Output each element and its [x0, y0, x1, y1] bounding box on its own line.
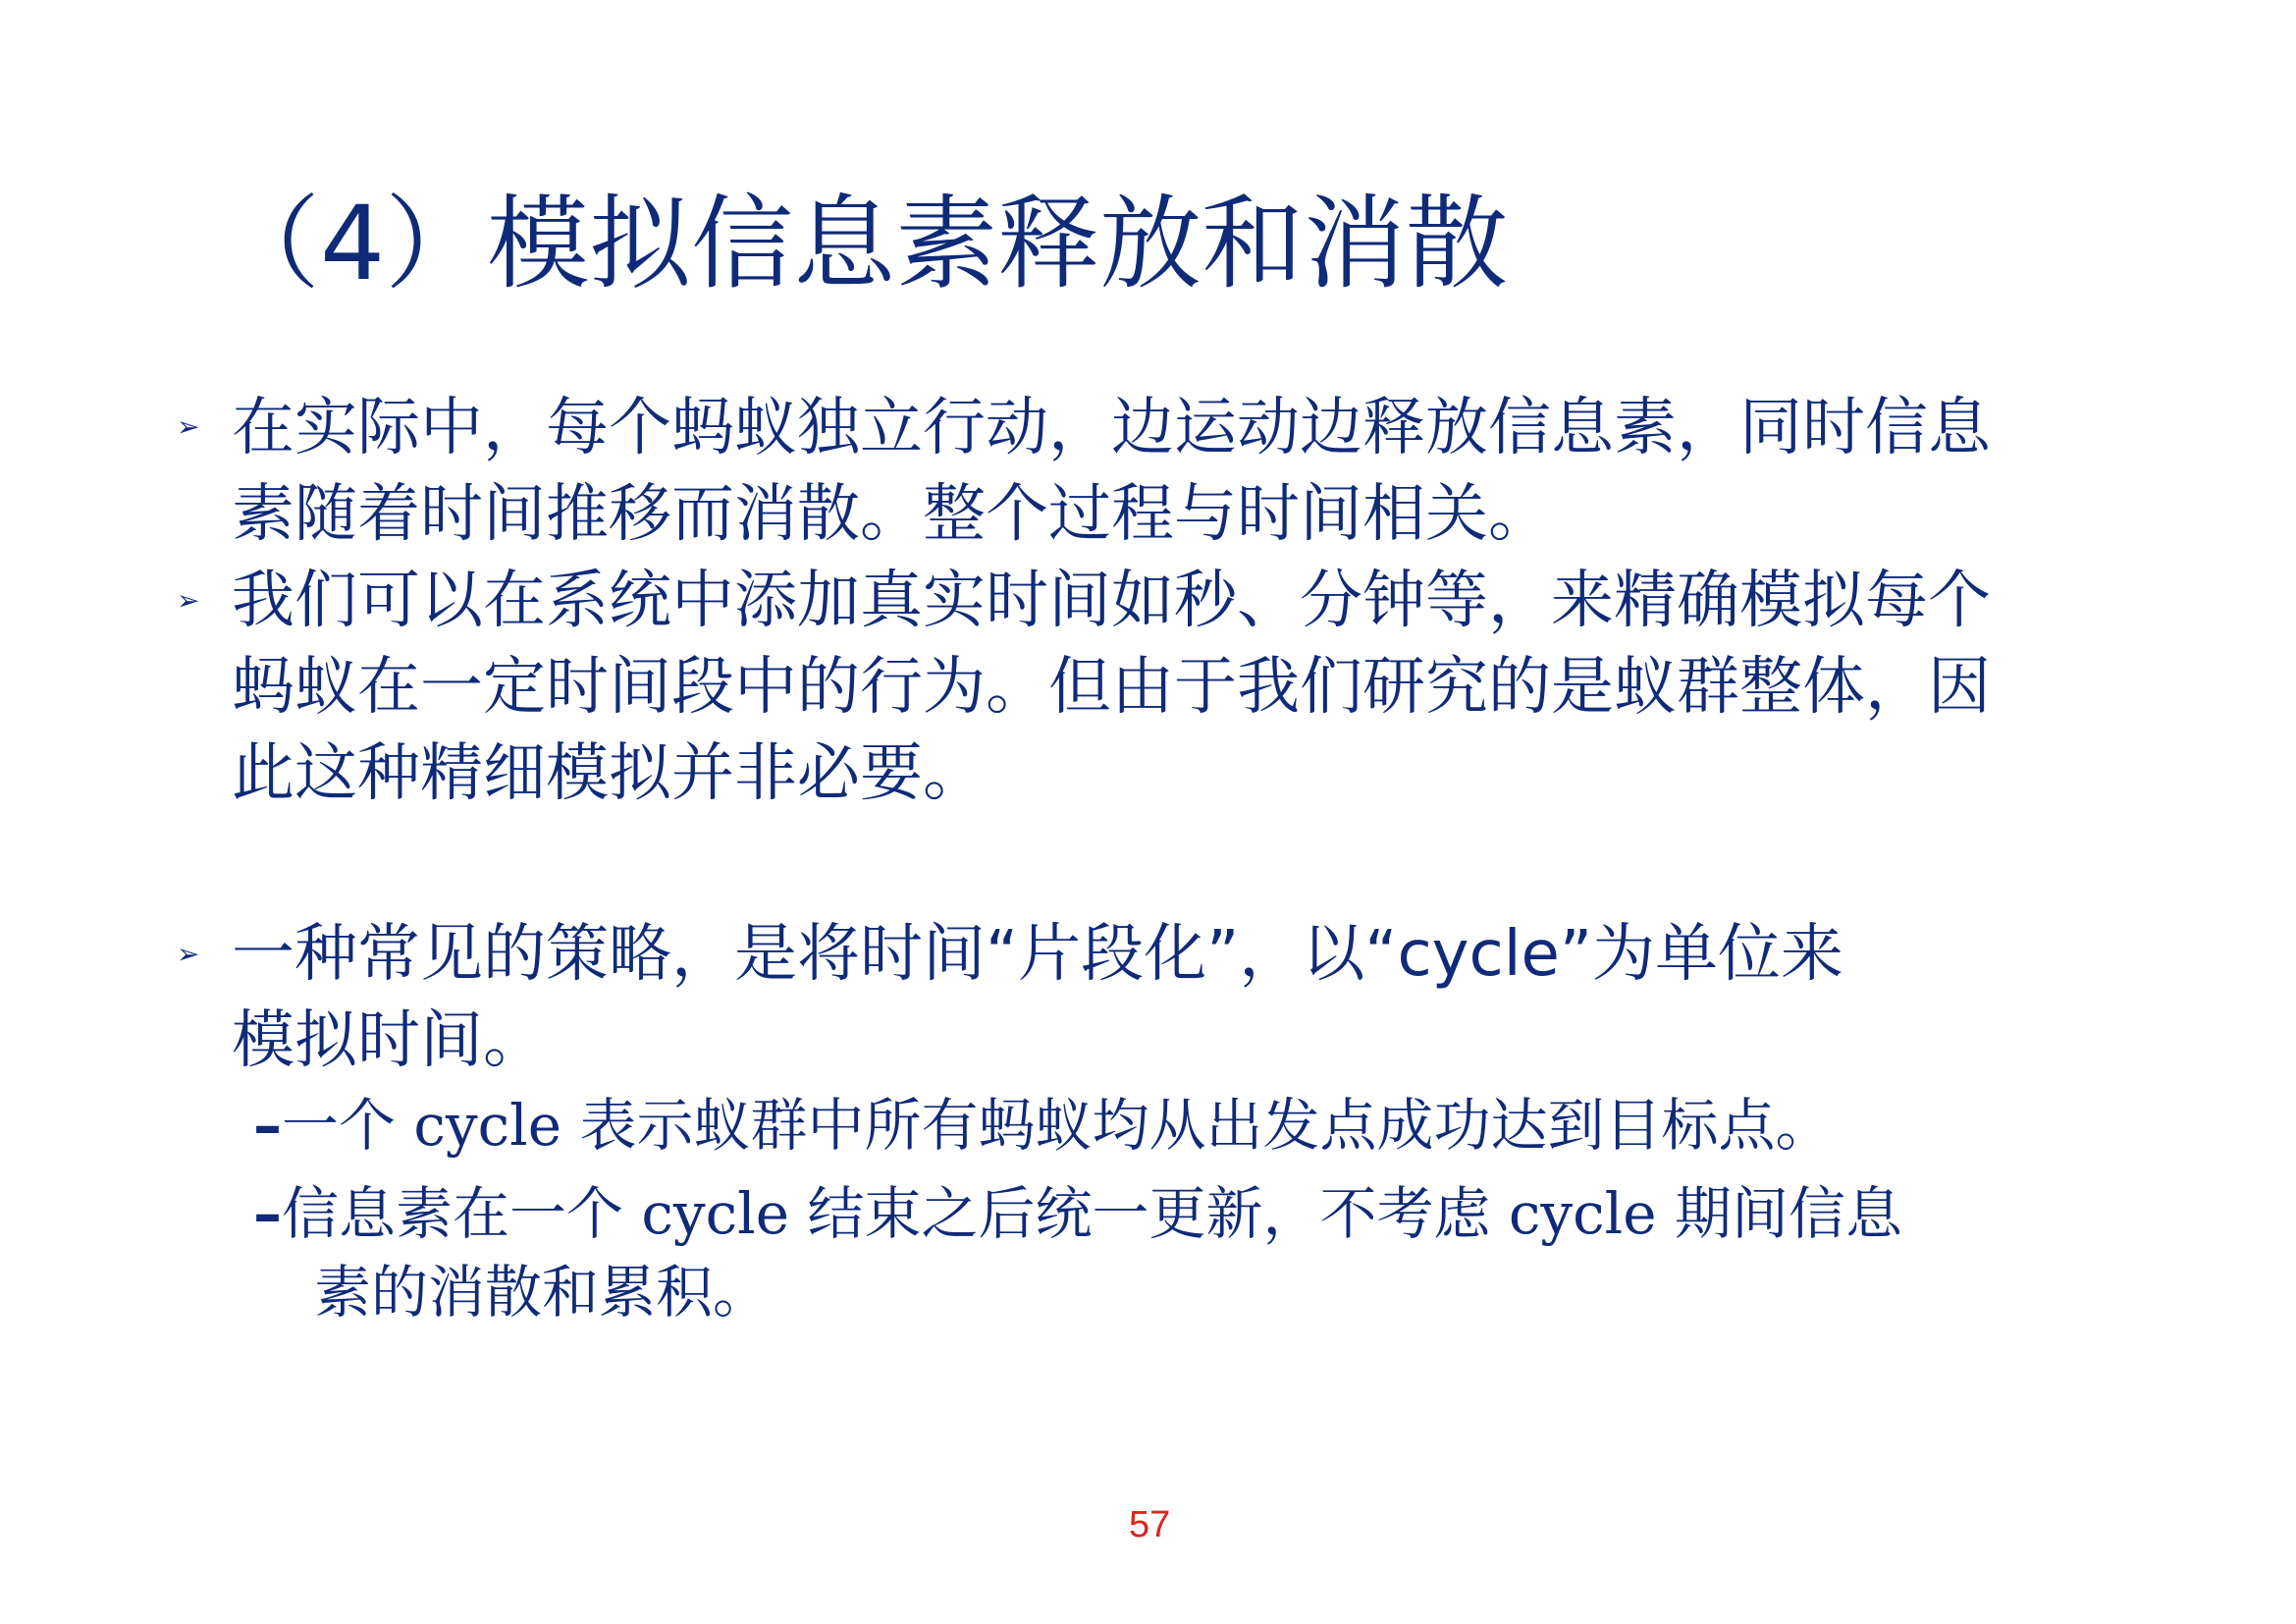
- dash-icon: –: [253, 1180, 282, 1247]
- sub-bullet-item-2-text: 信息素在一个 cycle 结束之后统一更新，不考虑 cycle 期间信息: [282, 1180, 1902, 1247]
- sub-bullet-item-1-line-1: [253, 1086, 2167, 1164]
- bullet-arrow-icon: ➢: [177, 584, 200, 617]
- sub-bullet-item-1-text: 一个 cycle 表示蚁群中所有蚂蚁均从出发点成功达到目标点。: [282, 1092, 1833, 1159]
- bullet-item-2-line-2: 蚂蚁在一定时间段中的行为。但由于我们研究的是蚁群整体，因: [232, 651, 1991, 724]
- bullet-arrow-icon: ➢: [177, 410, 200, 443]
- bullet-item-2-line-1: 我们可以在系统中添加真实时间如秒、分钟等，来精确模拟每个: [232, 565, 1991, 637]
- bullet-item-1-line-2: 素随着时间推移而消散。整个过程与时间相关。: [232, 478, 1551, 551]
- page-number: 57: [1129, 1504, 1171, 1545]
- sub-bullet-item-2-line-2: 素的消散和累积。: [314, 1259, 771, 1326]
- bullet-item-3: [232, 911, 2146, 1084]
- bullet-arrow-icon: ➢: [177, 938, 200, 970]
- bullet-item-1-line-1: 在实际中，每个蚂蚁独立行动，边运动边释放信息素，同时信息: [232, 392, 1991, 464]
- dash-icon: –: [253, 1092, 282, 1159]
- bullet-item-2: [232, 558, 2146, 817]
- slide-title: （4）模拟信息素释放和消散: [218, 184, 1509, 303]
- bullet-item-3-line-1: 一种常见的策略，是将时间“片段化”，以“cycle”为单位来: [232, 918, 1844, 991]
- bullet-item-2-line-3: 此这种精细模拟并非必要。: [232, 737, 986, 810]
- bullet-item-1: [232, 385, 2146, 558]
- sub-bullet-item-1: [253, 1086, 2167, 1164]
- sub-bullet-item-2-line-1: [253, 1174, 2167, 1253]
- bullet-item-3-line-2: 模拟时间。: [232, 1004, 546, 1077]
- sub-bullet-item-2: [253, 1174, 2167, 1331]
